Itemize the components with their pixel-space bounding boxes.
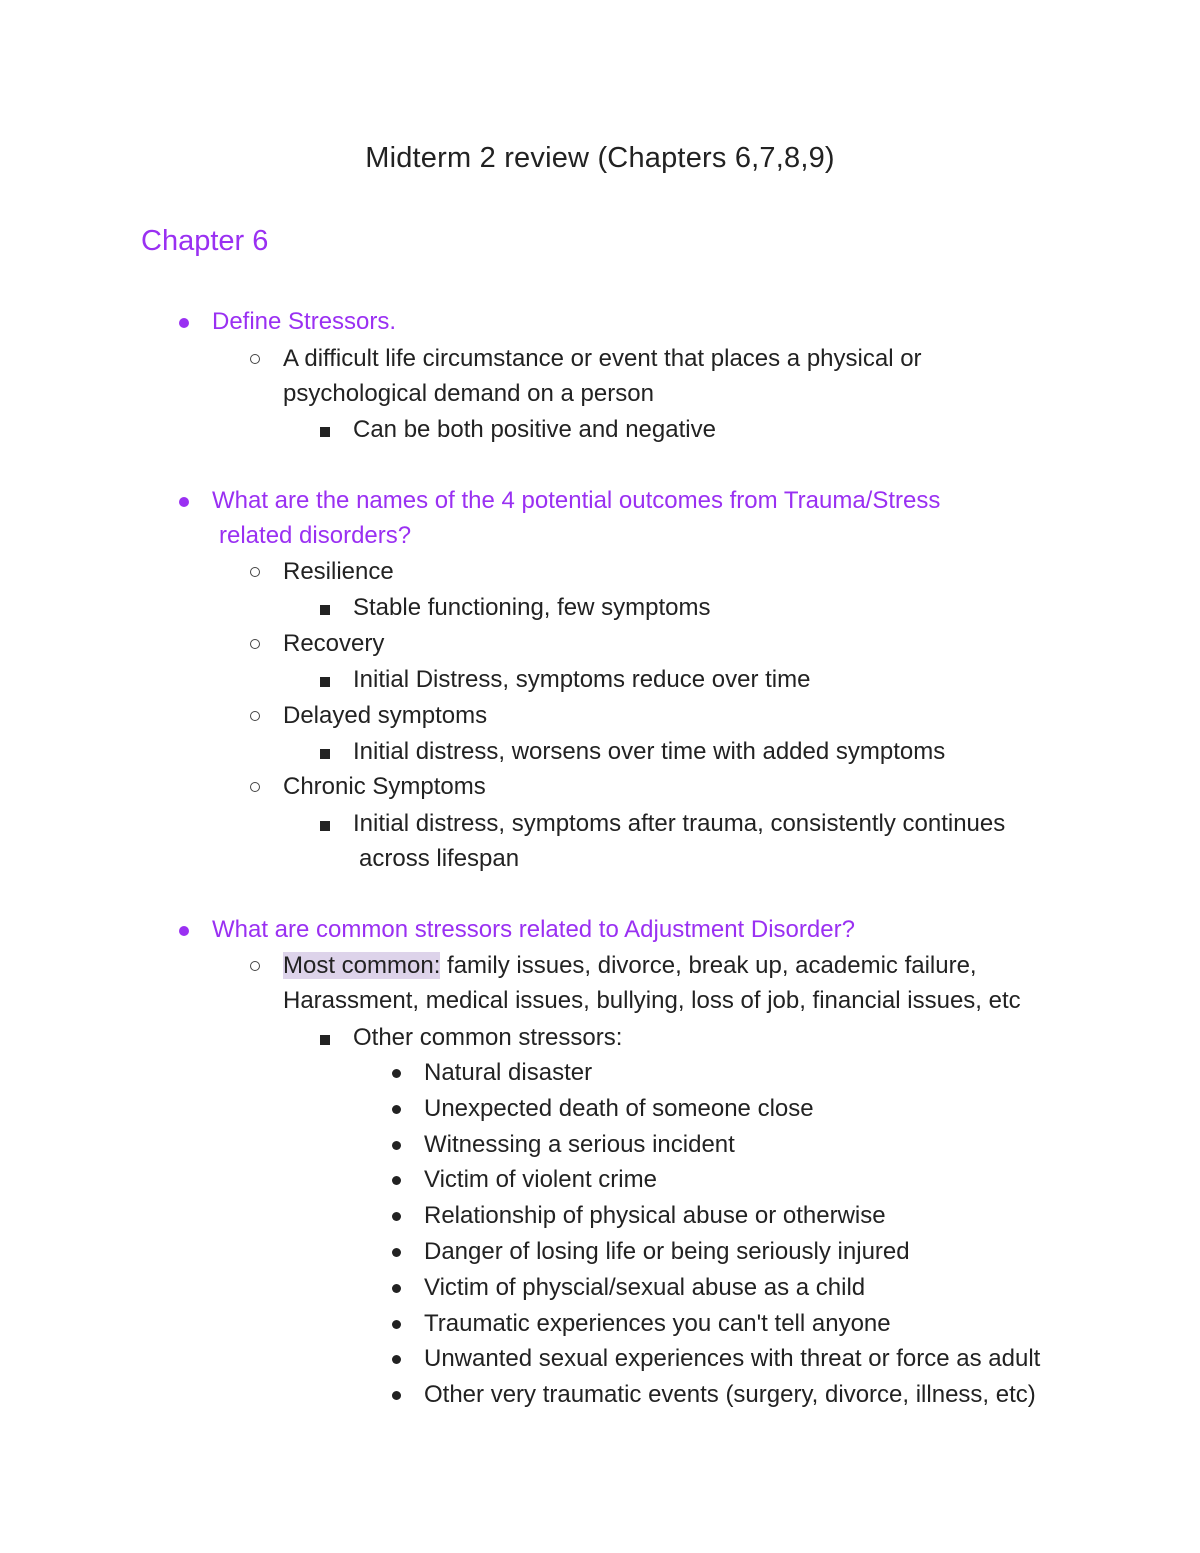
bullet-icon: [392, 1248, 401, 1257]
outcome-name: Chronic Symptoms: [283, 773, 486, 800]
bullet-icon: [392, 1176, 401, 1185]
outcome-name: Recovery: [283, 630, 385, 657]
square-bullet-icon: [320, 821, 330, 831]
bullet-icon: [392, 1141, 401, 1150]
other-stressors-label: Other common stressors:: [353, 1024, 623, 1051]
outcome-desc: Initial distress, worsens over time with added symptoms: [353, 738, 946, 765]
outcome-desc-cont: across lifespan: [359, 845, 520, 872]
question-outcomes: What are the names of the 4 potential outcomes from Trauma/Stress: [212, 487, 941, 514]
square-bullet-icon: [320, 427, 330, 437]
answer-sub-item: Can be both positive and negative: [353, 416, 716, 443]
question-outcomes-cont: related disorders?: [219, 522, 412, 549]
circle-bullet-icon: [250, 639, 260, 649]
list-item: Victim of violent crime: [424, 1166, 657, 1193]
highlighted-text: Most common:: [283, 952, 441, 979]
question-define-stressors: Define Stressors.: [212, 308, 397, 335]
bullet-icon: [179, 318, 189, 328]
square-bullet-icon: [320, 677, 330, 687]
square-bullet-icon: [320, 605, 330, 615]
square-bullet-icon: [320, 1035, 330, 1045]
list-item: Victim of physcial/sexual abuse as a child: [424, 1274, 866, 1301]
list-item: Witnessing a serious incident: [424, 1131, 735, 1158]
bullet-icon: [392, 1069, 401, 1078]
list-item: Other very traumatic events (surgery, divorce, illness, etc): [424, 1381, 1036, 1408]
bullet-icon: [392, 1355, 401, 1364]
bullet-icon: [392, 1105, 401, 1114]
outcome-name: Resilience: [283, 558, 394, 585]
most-common-text: family issues, divorce, break up, academic failure,: [440, 952, 977, 979]
outcome-name: Delayed symptoms: [283, 702, 488, 729]
circle-bullet-icon: [250, 782, 260, 792]
answer-line: A difficult life circumstance or event that places a physical or: [283, 345, 922, 372]
bullet-icon: [179, 926, 189, 936]
most-common-line-cont: Harassment, medical issues, bullying, loss of job, financial issues, etc: [283, 987, 1021, 1014]
list-item: Unexpected death of someone close: [424, 1095, 814, 1122]
circle-bullet-icon: [250, 354, 260, 364]
bullet-icon: [392, 1391, 401, 1400]
circle-bullet-icon: [250, 567, 260, 577]
bullet-icon: [392, 1212, 401, 1221]
bullet-icon: [392, 1284, 401, 1293]
list-item: Natural disaster: [424, 1059, 593, 1086]
document-title: Midterm 2 review (Chapters 6,7,8,9): [365, 142, 835, 174]
list-item: Relationship of physical abuse or otherwise: [424, 1202, 886, 1229]
bullet-icon: [392, 1320, 401, 1329]
circle-bullet-icon: [250, 711, 260, 721]
list-item: Traumatic experiences you can't tell anyone: [424, 1310, 891, 1337]
square-bullet-icon: [320, 749, 330, 759]
outcome-desc: Initial distress, symptoms after trauma, consistently continues: [353, 810, 1006, 837]
chapter-heading: Chapter 6: [141, 225, 269, 257]
circle-bullet-icon: [250, 961, 260, 971]
list-item: Unwanted sexual experiences with threat or force as adult: [424, 1345, 1041, 1372]
question-adjustment-stressors: What are common stressors related to Adjustment Disorder?: [212, 916, 855, 943]
list-item: Danger of losing life or being seriously injured: [424, 1238, 910, 1265]
answer-line: psychological demand on a person: [283, 380, 654, 407]
outcome-desc: Stable functioning, few symptoms: [353, 594, 711, 621]
bullet-icon: [179, 497, 189, 507]
most-common-line: [283, 951, 977, 981]
outcome-desc: Initial Distress, symptoms reduce over time: [353, 666, 811, 693]
